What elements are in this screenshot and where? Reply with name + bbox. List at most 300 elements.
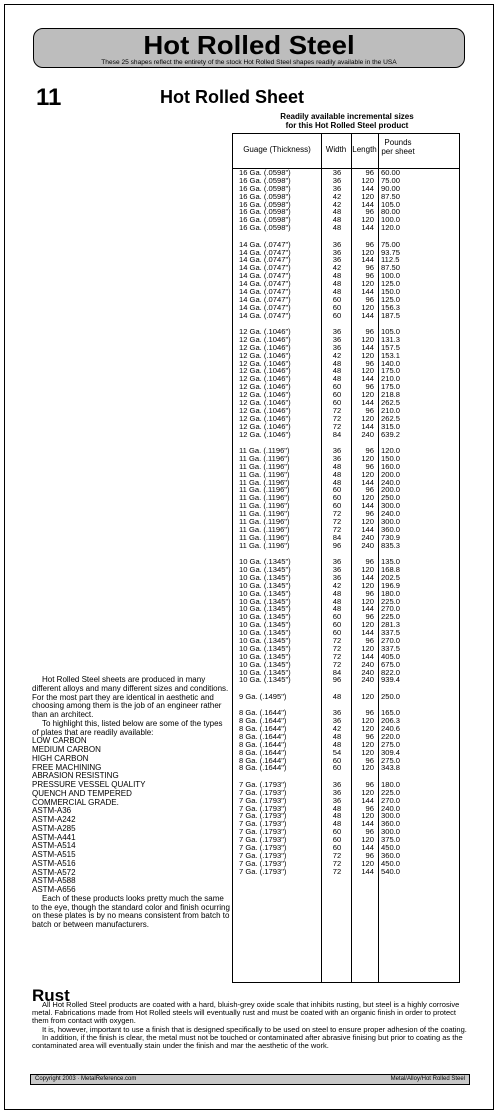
rust-section: [32, 1001, 470, 1050]
cell-pounds: 105.0: [381, 199, 401, 209]
cell-pounds: 240.6: [381, 724, 401, 733]
cell-length: 120: [361, 835, 374, 845]
cell-gauge: 7 Ga. (.1793"): [239, 842, 287, 852]
cell-gauge: 12 Ga. (.1046"): [239, 350, 291, 360]
document-subtitle: These 25 shapes reflect the entirety of the stock Hot Rolled Steel shapes readily available in the USA: [101, 59, 397, 66]
cell-pounds: 125.0: [381, 279, 401, 289]
cell-length: 96: [365, 755, 374, 765]
cell-length: 240: [361, 667, 374, 677]
column-header-width: Width: [325, 145, 347, 154]
description-intro: Hot Rolled Steel sheets are produced in many different alloys and many different sizes and conditions. For the most part they are identical in aesthetic and choosing among them is the job of an engineer rather than an architect.: [32, 675, 229, 719]
cell-pounds: 60.00: [381, 168, 401, 177]
cell-gauge: 14 Ga. (.0747"): [239, 263, 291, 273]
cell-length: 144: [361, 286, 374, 296]
cell-pounds: 822.0: [381, 667, 401, 677]
cell-length: 120: [361, 739, 374, 749]
plate-type-item: MEDIUM CARBON: [32, 745, 101, 754]
cell-gauge: 14 Ga. (.0747"): [239, 294, 291, 304]
footer-copyright: Copyright 2003 · MetalReference.com: [35, 1076, 137, 1082]
cell-gauge: 11 Ga. (.1196"): [239, 540, 290, 550]
cell-length: 96: [365, 207, 374, 217]
cell-gauge: 14 Ga. (.0747"): [239, 302, 291, 312]
cell-gauge: 8 Ga. (.1644"): [239, 755, 287, 765]
rust-paragraph-2: It is, however, important to use a finish that is designed specifically to be used on steel to ensure proper adhesion of the coating.: [42, 1024, 467, 1034]
cell-pounds: 168.8: [381, 564, 401, 574]
cell-width: 72: [332, 858, 342, 868]
cell-width: 60: [332, 493, 342, 503]
plate-type-item: ASTM-A516: [32, 858, 76, 868]
cell-width: 36: [332, 795, 342, 805]
table-row: [233, 693, 459, 701]
cell-pounds: 300.0: [381, 501, 401, 511]
cell-gauge: 10 Ga. (.1345"): [239, 612, 291, 622]
cell-gauge: 11 Ga. (.1196"): [239, 524, 290, 534]
cell-gauge: 10 Ga. (.1345"): [239, 580, 291, 590]
cell-pounds: 202.5: [381, 572, 401, 582]
cell-length: 240: [361, 429, 374, 439]
cell-width: 72: [332, 517, 342, 527]
cell-length: 96: [365, 708, 374, 718]
cell-length: 144: [361, 795, 374, 805]
cell-length: 120: [361, 564, 374, 574]
cell-gauge: 14 Ga. (.0747"): [239, 286, 291, 296]
footer-path: Metal/Alloy/Hot Rolled Steel: [390, 1076, 465, 1082]
cell-width: 72: [332, 643, 342, 653]
cell-length: 96: [365, 485, 374, 495]
cell-gauge: 16 Ga. (.0598"): [239, 168, 291, 177]
cell-gauge: 8 Ga. (.1644"): [239, 747, 287, 757]
cell-width: 36: [332, 787, 342, 797]
cell-width: 60: [332, 501, 342, 511]
plate-type-item: HIGH CARBON: [32, 753, 89, 763]
cell-width: 60: [332, 390, 342, 400]
cell-length: 144: [361, 501, 374, 511]
cell-length: 96: [365, 612, 374, 622]
cell-width: 36: [332, 446, 342, 455]
cell-width: 48: [332, 803, 342, 813]
cell-pounds: 270.0: [381, 635, 401, 645]
cell-width: 72: [332, 651, 342, 661]
cell-pounds: 200.0: [381, 469, 401, 479]
cell-pounds: 275.0: [381, 739, 401, 749]
cell-pounds: 343.8: [381, 763, 401, 773]
cell-length: 144: [361, 524, 374, 534]
cell-length: 144: [361, 604, 374, 614]
cell-gauge: 8 Ga. (.1644"): [239, 763, 287, 773]
cell-pounds: 100.0: [381, 271, 401, 281]
cell-length: 144: [361, 183, 374, 193]
cell-pounds: 262.5: [381, 413, 401, 423]
cell-width: 48: [332, 596, 342, 606]
cell-gauge: 7 Ga. (.1793"): [239, 803, 287, 813]
cell-gauge: 11 Ga. (.1196"): [239, 532, 290, 542]
cell-pounds: 210.0: [381, 405, 401, 415]
cell-width: 48: [332, 358, 342, 368]
cell-length: 96: [365, 588, 374, 598]
cell-pounds: 165.0: [381, 708, 401, 718]
cell-gauge: 14 Ga. (.0747"): [239, 271, 291, 281]
cell-width: 36: [332, 183, 342, 193]
cell-gauge: 7 Ga. (.1793"): [239, 850, 287, 860]
cell-gauge: 16 Ga. (.0598"): [239, 207, 291, 217]
cell-width: 84: [332, 532, 342, 542]
cell-width: 60: [332, 485, 342, 495]
cell-pounds: 220.0: [381, 731, 401, 741]
cell-length: 96: [365, 358, 374, 368]
cell-pounds: 270.0: [381, 604, 401, 614]
cell-gauge: 10 Ga. (.1345"): [239, 620, 291, 630]
plate-type-item: COMMERCIAL GRADE.: [32, 797, 119, 807]
cell-gauge: 7 Ga. (.1793"): [239, 787, 287, 797]
cell-pounds: 405.0: [381, 651, 401, 661]
cell-gauge: 14 Ga. (.0747"): [239, 239, 291, 249]
cell-length: 120: [361, 858, 374, 868]
cell-width: 36: [332, 716, 342, 726]
cell-width: 60: [332, 294, 342, 304]
cell-length: 144: [361, 223, 374, 233]
cell-gauge: 10 Ga. (.1345"): [239, 604, 291, 614]
cell-width: 72: [332, 866, 342, 876]
page-number: 11: [36, 84, 62, 111]
cell-gauge: 11 Ga. (.1196"): [239, 453, 290, 463]
cell-length: 96: [365, 382, 374, 392]
table-row: [233, 312, 459, 320]
cell-length: 144: [361, 199, 374, 209]
table-row: [233, 431, 459, 439]
table-row: [233, 868, 459, 876]
cell-length: 120: [361, 811, 374, 821]
cell-length: 120: [361, 580, 374, 590]
cell-width: 60: [332, 628, 342, 638]
cell-pounds: 225.0: [381, 787, 401, 797]
cell-pounds: 225.0: [381, 596, 401, 606]
cell-pounds: 450.0: [381, 858, 401, 868]
cell-width: 48: [332, 811, 342, 821]
cell-width: 36: [332, 239, 342, 249]
cell-width: 60: [332, 827, 342, 837]
cell-pounds: 187.5: [381, 310, 401, 320]
cell-width: 36: [332, 247, 342, 257]
cell-gauge: 8 Ga. (.1644"): [239, 739, 287, 749]
cell-pounds: 90.00: [381, 183, 401, 193]
cell-gauge: 12 Ga. (.1046"): [239, 366, 291, 376]
cell-pounds: 131.3: [381, 334, 401, 344]
cell-gauge: 8 Ga. (.1644"): [239, 731, 287, 741]
cell-pounds: 275.0: [381, 755, 401, 765]
page-title: Hot Rolled Sheet: [160, 87, 305, 107]
cell-length: 240: [361, 659, 374, 669]
cell-pounds: 309.4: [381, 747, 401, 757]
cell-length: 120: [361, 787, 374, 797]
footer-bar: [30, 1074, 470, 1085]
cell-gauge: 16 Ga. (.0598"): [239, 199, 291, 209]
rust-paragraph-3: In addition, if the finish is clear, the metal must not be touched or contaminated after abrasive finising but prior to coating as the contaminated area will eventually stain under the finish and mar the aesthetic of the work.: [32, 1032, 463, 1051]
cell-length: 120: [361, 724, 374, 733]
cell-width: 48: [332, 374, 342, 384]
cell-pounds: 375.0: [381, 835, 401, 845]
cell-length: 240: [361, 540, 374, 550]
cell-width: 72: [332, 659, 342, 669]
cell-pounds: 180.0: [381, 779, 401, 789]
cell-width: 48: [332, 223, 342, 233]
cell-gauge: 10 Ga. (.1345"): [239, 564, 291, 574]
cell-pounds: 300.0: [381, 517, 401, 527]
cell-length: 96: [365, 635, 374, 645]
cell-length: 96: [365, 509, 374, 519]
cell-pounds: 75.00: [381, 175, 401, 185]
cell-width: 84: [332, 429, 342, 439]
table-caption: [236, 112, 458, 130]
cell-pounds: 175.0: [381, 366, 401, 376]
cell-width: 60: [332, 755, 342, 765]
cell-pounds: 105.0: [381, 327, 401, 337]
cell-pounds: 730.9: [381, 532, 401, 542]
cell-width: 48: [332, 271, 342, 281]
table-row: [233, 224, 459, 232]
cell-pounds: 450.0: [381, 842, 401, 852]
cell-length: 96: [365, 327, 374, 337]
column-header-length: Length: [352, 145, 377, 154]
title-banner: [33, 28, 465, 68]
cell-pounds: 157.5: [381, 342, 401, 352]
cell-width: 96: [332, 540, 342, 550]
cell-length: 144: [361, 374, 374, 384]
cell-width: 72: [332, 635, 342, 645]
cell-pounds: 125.0: [381, 294, 401, 304]
cell-length: 144: [361, 866, 374, 876]
cell-gauge: 16 Ga. (.0598"): [239, 183, 291, 193]
cell-pounds: 206.3: [381, 716, 401, 726]
cell-length: 144: [361, 819, 374, 829]
cell-gauge: 14 Ga. (.0747"): [239, 255, 291, 265]
cell-length: 120: [361, 643, 374, 653]
cell-length: 96: [365, 239, 374, 249]
cell-pounds: 112.5: [381, 255, 400, 265]
table-caption-line1: Readily available incremental sizes: [280, 112, 414, 121]
cell-gauge: 8 Ga. (.1644"): [239, 724, 287, 733]
cell-width: 84: [332, 667, 342, 677]
cell-width: 36: [332, 572, 342, 582]
cell-width: 60: [332, 302, 342, 312]
cell-gauge: 7 Ga. (.1793"): [239, 811, 287, 821]
description-closing: Each of these products looks pretty much the same to the eye, though the standard color and finish ocurring on these plates is by no means consistent from batch to batch or between manufacturers.: [32, 893, 230, 929]
cell-length: 96: [365, 850, 374, 860]
cell-pounds: 210.0: [381, 374, 401, 384]
cell-length: 120: [361, 366, 374, 376]
cell-width: 36: [332, 564, 342, 574]
cell-width: 48: [332, 207, 342, 217]
cell-gauge: 7 Ga. (.1793"): [239, 827, 287, 837]
cell-length: 120: [361, 334, 374, 344]
cell-length: 144: [361, 255, 374, 265]
cell-gauge: 16 Ga. (.0598"): [239, 191, 291, 201]
cell-length: 96: [365, 271, 374, 281]
cell-gauge: 11 Ga. (.1196"): [239, 461, 290, 471]
cell-pounds: 240.0: [381, 509, 401, 519]
plate-type-item: PRESSURE VESSEL QUALITY: [32, 780, 146, 789]
cell-width: 54: [332, 747, 342, 757]
cell-length: 120: [361, 517, 374, 527]
cell-gauge: 12 Ga. (.1046"): [239, 327, 291, 337]
cell-gauge: 11 Ga. (.1196"): [239, 469, 290, 479]
cell-gauge: 11 Ga. (.1196"): [239, 493, 290, 503]
cell-width: 48: [332, 477, 342, 487]
cell-length: 96: [365, 263, 374, 273]
cell-length: 96: [365, 405, 374, 415]
cell-width: 60: [332, 763, 342, 773]
cell-length: 144: [361, 651, 374, 661]
cell-width: 72: [332, 413, 342, 423]
plate-type-item: ASTM-A514: [32, 841, 76, 851]
cell-pounds: 639.2: [381, 429, 401, 439]
cell-width: 36: [332, 175, 342, 185]
cell-gauge: 10 Ga. (.1345"): [239, 675, 291, 685]
cell-length: 144: [361, 342, 374, 352]
cell-width: 60: [332, 612, 342, 622]
cell-length: 120: [361, 620, 374, 630]
cell-length: 96: [365, 461, 374, 471]
table-caption-line2: for this Hot Rolled Steel product: [285, 121, 409, 130]
cell-pounds: 360.0: [381, 524, 401, 534]
cell-width: 48: [332, 469, 342, 479]
cell-pounds: 300.0: [381, 811, 401, 821]
cell-gauge: 12 Ga. (.1046"): [239, 429, 291, 439]
cell-pounds: 100.0: [381, 215, 401, 225]
cell-gauge: 12 Ga. (.1046"): [239, 413, 291, 423]
cell-width: 72: [332, 405, 342, 415]
cell-pounds: 87.50: [381, 191, 401, 201]
cell-pounds: 80.00: [381, 207, 401, 217]
cell-length: 120: [361, 390, 374, 400]
cell-pounds: 262.5: [381, 398, 401, 408]
cell-pounds: 835.3: [381, 540, 401, 550]
cell-gauge: 10 Ga. (.1345"): [239, 643, 291, 653]
cell-width: 42: [332, 350, 342, 360]
cell-width: 36: [332, 779, 342, 789]
cell-pounds: 120.0: [381, 223, 401, 233]
cell-pounds: 150.0: [381, 453, 401, 463]
table-row: [233, 542, 459, 550]
table-body: [233, 169, 459, 876]
cell-width: 42: [332, 191, 342, 201]
cell-gauge: 16 Ga. (.0598"): [239, 175, 291, 185]
cell-length: 96: [365, 294, 374, 304]
plate-type-item: ABRASION RESISTING: [32, 771, 119, 781]
cell-width: 72: [332, 421, 342, 431]
cell-length: 120: [361, 493, 374, 503]
cell-pounds: 150.0: [381, 286, 401, 296]
cell-gauge: 10 Ga. (.1345"): [239, 557, 291, 567]
cell-gauge: 10 Ga. (.1345"): [239, 572, 291, 582]
sizes-table: [232, 133, 460, 983]
cell-length: 120: [361, 747, 374, 757]
cell-pounds: 225.0: [381, 612, 401, 622]
cell-length: 120: [361, 175, 374, 185]
cell-length: 240: [361, 532, 374, 542]
cell-gauge: 11 Ga. (.1196"): [239, 485, 290, 495]
cell-gauge: 10 Ga. (.1345"): [239, 628, 291, 638]
cell-gauge: 10 Ga. (.1345"): [239, 659, 291, 669]
cell-length: 96: [365, 168, 374, 177]
cell-length: 120: [361, 247, 374, 257]
cell-length: 120: [361, 350, 374, 360]
cell-width: 36: [332, 557, 342, 567]
cell-length: 96: [365, 446, 374, 455]
cell-pounds: 300.0: [381, 827, 401, 837]
cell-width: 60: [332, 620, 342, 630]
cell-pounds: 200.0: [381, 485, 401, 495]
cell-length: 96: [365, 557, 374, 567]
table-row: [233, 676, 459, 684]
cell-length: 120: [361, 215, 374, 225]
cell-length: 96: [365, 731, 374, 741]
cell-length: 96: [365, 827, 374, 837]
cell-gauge: 12 Ga. (.1046"): [239, 405, 291, 415]
cell-gauge: 12 Ga. (.1046"): [239, 398, 291, 408]
cell-length: 120: [361, 691, 374, 701]
cell-gauge: 12 Ga. (.1046"): [239, 342, 291, 352]
cell-width: 36: [332, 342, 342, 352]
description-highlight: To highlight this, listed below are some of the types of plates that are readily available:: [32, 718, 223, 737]
cell-gauge: 7 Ga. (.1793"): [239, 866, 287, 876]
cell-gauge: 11 Ga. (.1196"): [239, 477, 290, 487]
cell-width: 42: [332, 580, 342, 590]
cell-pounds: 540.0: [381, 866, 401, 876]
cell-gauge: 11 Ga. (.1196"): [239, 509, 290, 519]
cell-pounds: 156.3: [381, 302, 401, 312]
cell-length: 120: [361, 763, 374, 773]
cell-gauge: 12 Ga. (.1046"): [239, 374, 291, 384]
cell-gauge: 14 Ga. (.0747"): [239, 247, 291, 257]
plate-type-item: ASTM-A242: [32, 815, 76, 824]
cell-pounds: 240.0: [381, 803, 401, 813]
cell-gauge: 14 Ga. (.0747"): [239, 310, 291, 320]
cell-length: 120: [361, 279, 374, 289]
cell-width: 48: [332, 215, 342, 225]
cell-pounds: 250.0: [381, 493, 401, 503]
cell-pounds: 120.0: [381, 446, 401, 455]
cell-gauge: 7 Ga. (.1793"): [239, 795, 287, 805]
cell-pounds: 140.0: [381, 358, 401, 368]
cell-length: 144: [361, 477, 374, 487]
cell-pounds: 675.0: [381, 659, 401, 669]
plate-type-item: ASTM-A515: [32, 850, 76, 859]
cell-pounds: 240.0: [381, 477, 401, 487]
column-header-gauge: Guage (Thickness): [243, 145, 311, 154]
plate-type-item: LOW CARBON: [32, 736, 87, 746]
plate-type-item: ASTM-A36: [32, 806, 72, 816]
plate-type-item: ASTM-A656: [32, 885, 76, 894]
column-header-pounds-line1: Pounds: [384, 138, 412, 147]
cell-width: 36: [332, 708, 342, 718]
cell-length: 120: [361, 453, 374, 463]
cell-pounds: 360.0: [381, 850, 401, 860]
table-row: [233, 764, 459, 772]
cell-width: 60: [332, 835, 342, 845]
cell-width: 48: [332, 604, 342, 614]
rust-heading: Rust: [32, 986, 70, 1005]
cell-width: 48: [332, 731, 342, 741]
plate-types-list: [32, 737, 230, 895]
cell-width: 36: [332, 453, 342, 463]
cell-length: 144: [361, 628, 374, 638]
plate-type-item: ASTM-A588: [32, 876, 76, 886]
cell-length: 120: [361, 469, 374, 479]
cell-length: 240: [361, 675, 374, 685]
description-block: [32, 676, 230, 930]
cell-length: 120: [361, 302, 374, 312]
cell-pounds: 337.5: [381, 643, 401, 653]
